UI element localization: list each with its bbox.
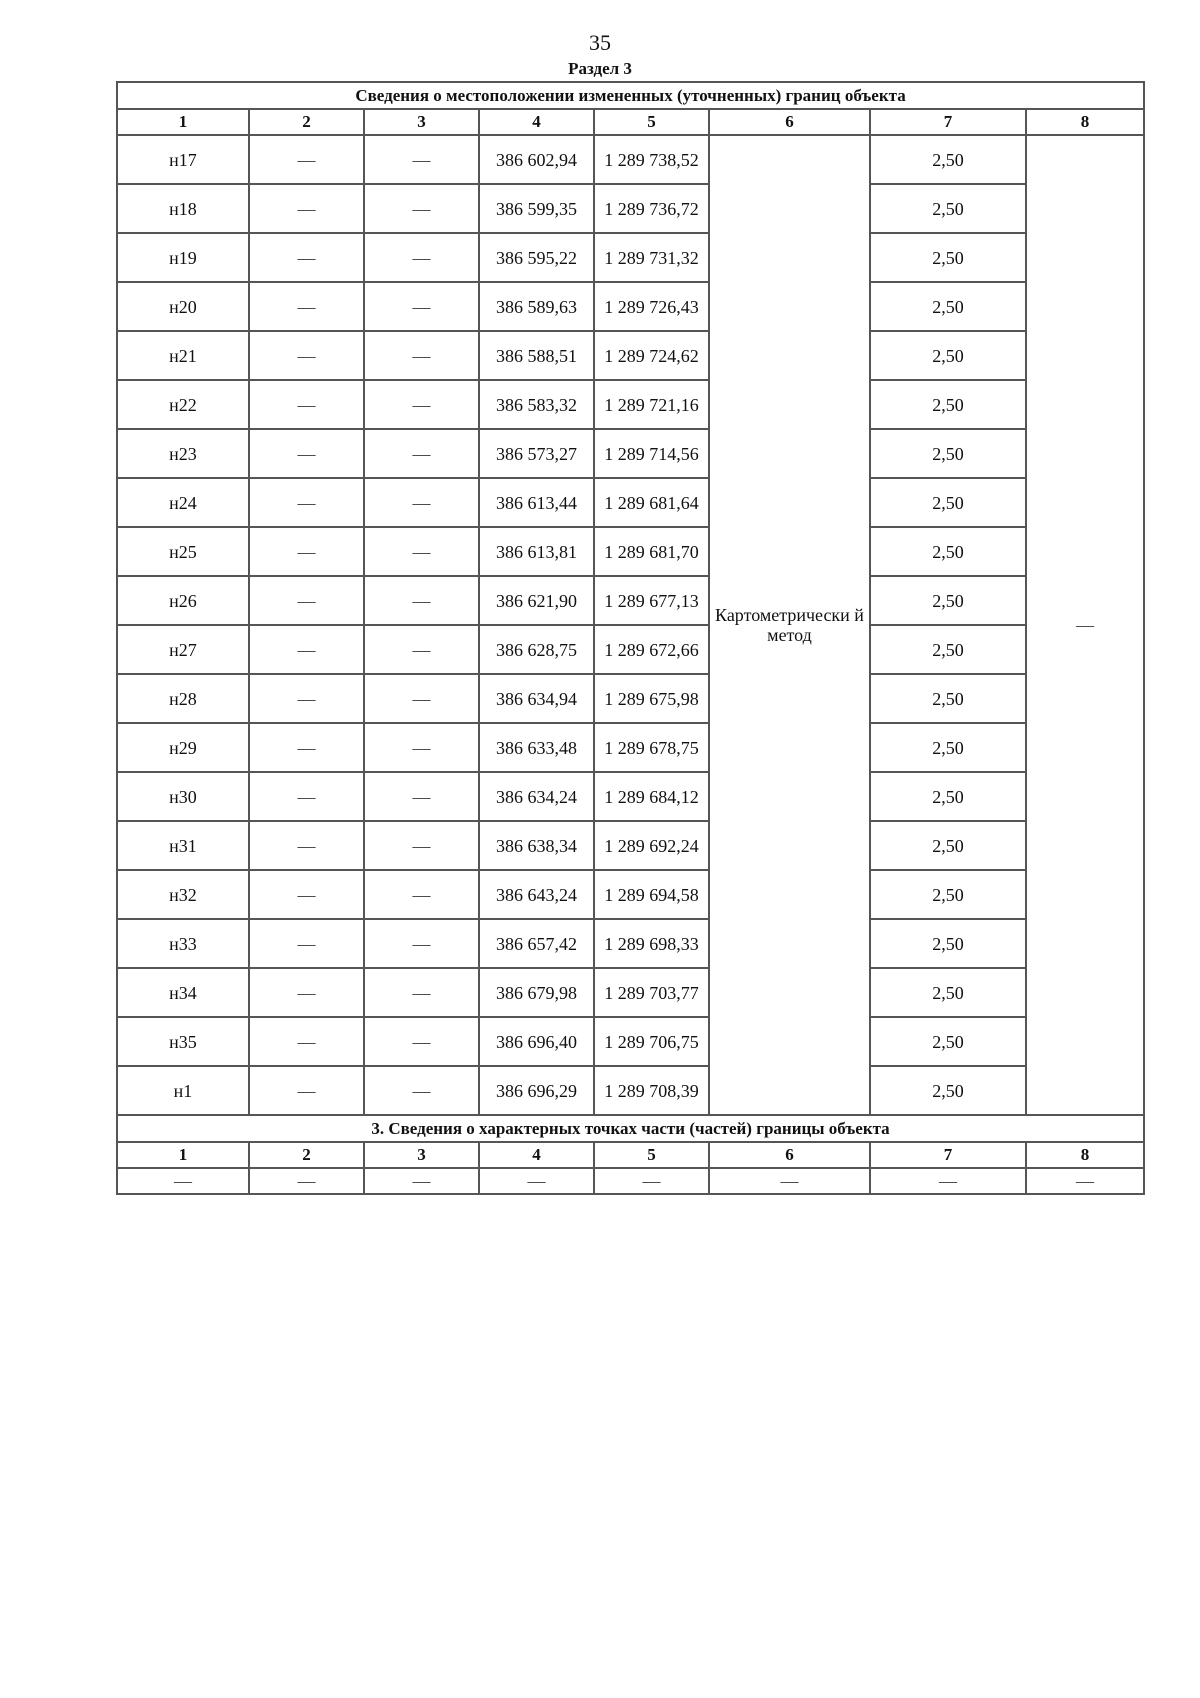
column-3-cell: —	[364, 772, 479, 821]
subsection-empty-cell: —	[594, 1168, 709, 1194]
x-coordinate-cell: 386 589,63	[479, 282, 594, 331]
column-numbers-row	[117, 109, 1144, 135]
column-2-cell: —	[249, 821, 364, 870]
accuracy-cell: 2,50	[870, 625, 1026, 674]
subsection-column-numbers-row	[117, 1142, 1144, 1168]
subsection-empty-cell: —	[709, 1168, 870, 1194]
subsection-empty-cell: —	[1026, 1168, 1144, 1194]
point-name-cell: н34	[117, 968, 249, 1017]
accuracy-cell: 2,50	[870, 821, 1026, 870]
accuracy-cell: 2,50	[870, 184, 1026, 233]
subsection-column-number-1: 1	[117, 1142, 249, 1168]
y-coordinate-cell: 1 289 726,43	[594, 282, 709, 331]
y-coordinate-cell: 1 289 724,62	[594, 331, 709, 380]
point-name-cell: н35	[117, 1017, 249, 1066]
accuracy-cell: 2,50	[870, 723, 1026, 772]
table-row	[117, 135, 1144, 184]
x-coordinate-cell: 386 679,98	[479, 968, 594, 1017]
accuracy-cell: 2,50	[870, 380, 1026, 429]
x-coordinate-cell: 386 634,94	[479, 674, 594, 723]
accuracy-cell: 2,50	[870, 968, 1026, 1017]
column-2-cell: —	[249, 429, 364, 478]
column-3-cell: —	[364, 625, 479, 674]
table-row	[117, 772, 1144, 821]
column-number-1: 1	[117, 109, 249, 135]
column-3-cell: —	[364, 380, 479, 429]
x-coordinate-cell: 386 696,29	[479, 1066, 594, 1115]
table-row	[117, 968, 1144, 1017]
y-coordinate-cell: 1 289 714,56	[594, 429, 709, 478]
accuracy-cell: 2,50	[870, 233, 1026, 282]
table-row	[117, 870, 1144, 919]
column-3-cell: —	[364, 429, 479, 478]
subsection-title: 3. Сведения о характерных точках части (частей) границы объекта	[117, 1115, 1144, 1142]
column-3-cell: —	[364, 576, 479, 625]
y-coordinate-cell: 1 289 692,24	[594, 821, 709, 870]
point-name-cell: н21	[117, 331, 249, 380]
column-3-cell: —	[364, 1017, 479, 1066]
y-coordinate-cell: 1 289 681,70	[594, 527, 709, 576]
column-number-3: 3	[364, 109, 479, 135]
point-name-cell: н33	[117, 919, 249, 968]
column-2-cell: —	[249, 282, 364, 331]
x-coordinate-cell: 386 634,24	[479, 772, 594, 821]
x-coordinate-cell: 386 599,35	[479, 184, 594, 233]
point-name-cell: н25	[117, 527, 249, 576]
column-2-cell: —	[249, 576, 364, 625]
column-2-cell: —	[249, 1017, 364, 1066]
column-2-cell: —	[249, 527, 364, 576]
column-2-cell: —	[249, 625, 364, 674]
column-3-cell: —	[364, 184, 479, 233]
table-row	[117, 184, 1144, 233]
x-coordinate-cell: 386 633,48	[479, 723, 594, 772]
table-row	[117, 478, 1144, 527]
x-coordinate-cell: 386 657,42	[479, 919, 594, 968]
point-name-cell: н30	[117, 772, 249, 821]
point-name-cell: н18	[117, 184, 249, 233]
accuracy-cell: 2,50	[870, 674, 1026, 723]
x-coordinate-cell: 386 696,40	[479, 1017, 594, 1066]
x-coordinate-cell: 386 583,32	[479, 380, 594, 429]
table-row	[117, 233, 1144, 282]
y-coordinate-cell: 1 289 684,12	[594, 772, 709, 821]
y-coordinate-cell: 1 289 698,33	[594, 919, 709, 968]
x-coordinate-cell: 386 573,27	[479, 429, 594, 478]
column-2-cell: —	[249, 919, 364, 968]
table-row	[117, 282, 1144, 331]
subsection-column-number-8: 8	[1026, 1142, 1144, 1168]
table-title: Сведения о местоположении измененных (уточненных) границ объекта	[117, 82, 1144, 109]
y-coordinate-cell: 1 289 703,77	[594, 968, 709, 1017]
y-coordinate-cell: 1 289 731,32	[594, 233, 709, 282]
y-coordinate-cell: 1 289 721,16	[594, 380, 709, 429]
table-row	[117, 674, 1144, 723]
table-row	[117, 331, 1144, 380]
point-name-cell: н27	[117, 625, 249, 674]
column-3-cell: —	[364, 919, 479, 968]
column-2-cell: —	[249, 870, 364, 919]
column-3-cell: —	[364, 478, 479, 527]
x-coordinate-cell: 386 643,24	[479, 870, 594, 919]
subsection-empty-cell: —	[364, 1168, 479, 1194]
y-coordinate-cell: 1 289 675,98	[594, 674, 709, 723]
subsection-empty-cell: —	[117, 1168, 249, 1194]
column-3-cell: —	[364, 1066, 479, 1115]
column-3-cell: —	[364, 723, 479, 772]
column-number-8: 8	[1026, 109, 1144, 135]
y-coordinate-cell: 1 289 694,58	[594, 870, 709, 919]
accuracy-cell: 2,50	[870, 429, 1026, 478]
x-coordinate-cell: 386 588,51	[479, 331, 594, 380]
point-name-cell: н19	[117, 233, 249, 282]
accuracy-cell: 2,50	[870, 772, 1026, 821]
column-number-6: 6	[709, 109, 870, 135]
column-2-cell: —	[249, 135, 364, 184]
x-coordinate-cell: 386 613,44	[479, 478, 594, 527]
point-name-cell: н31	[117, 821, 249, 870]
column-8-cell: —	[1026, 135, 1144, 1115]
subsection-column-number-6: 6	[709, 1142, 870, 1168]
table-row	[117, 1017, 1144, 1066]
point-name-cell: н17	[117, 135, 249, 184]
accuracy-cell: 2,50	[870, 135, 1026, 184]
subsection-empty-cell: —	[249, 1168, 364, 1194]
table-row	[117, 1066, 1144, 1115]
subsection-column-number-4: 4	[479, 1142, 594, 1168]
column-2-cell: —	[249, 1066, 364, 1115]
accuracy-cell: 2,50	[870, 331, 1026, 380]
column-3-cell: —	[364, 674, 479, 723]
subsection-title-row	[117, 1115, 1144, 1142]
accuracy-cell: 2,50	[870, 282, 1026, 331]
table-title-row	[117, 82, 1144, 109]
column-2-cell: —	[249, 184, 364, 233]
column-2-cell: —	[249, 723, 364, 772]
point-name-cell: н20	[117, 282, 249, 331]
point-name-cell: н28	[117, 674, 249, 723]
column-number-5: 5	[594, 109, 709, 135]
y-coordinate-cell: 1 289 677,13	[594, 576, 709, 625]
column-number-4: 4	[479, 109, 594, 135]
point-name-cell: н29	[117, 723, 249, 772]
accuracy-cell: 2,50	[870, 576, 1026, 625]
accuracy-cell: 2,50	[870, 870, 1026, 919]
subsection-empty-cell: —	[870, 1168, 1026, 1194]
point-name-cell: н22	[117, 380, 249, 429]
point-name-cell: н26	[117, 576, 249, 625]
subsection-empty-cell: —	[479, 1168, 594, 1194]
x-coordinate-cell: 386 602,94	[479, 135, 594, 184]
y-coordinate-cell: 1 289 736,72	[594, 184, 709, 233]
column-3-cell: —	[364, 870, 479, 919]
subsection-column-number-3: 3	[364, 1142, 479, 1168]
subsection-empty-row	[117, 1168, 1144, 1194]
x-coordinate-cell: 386 628,75	[479, 625, 594, 674]
subsection-column-number-7: 7	[870, 1142, 1026, 1168]
column-number-7: 7	[870, 109, 1026, 135]
column-3-cell: —	[364, 135, 479, 184]
column-2-cell: —	[249, 478, 364, 527]
accuracy-cell: 2,50	[870, 1066, 1026, 1115]
column-2-cell: —	[249, 331, 364, 380]
table-row	[117, 919, 1144, 968]
accuracy-cell: 2,50	[870, 527, 1026, 576]
y-coordinate-cell: 1 289 708,39	[594, 1066, 709, 1115]
y-coordinate-cell: 1 289 681,64	[594, 478, 709, 527]
x-coordinate-cell: 386 595,22	[479, 233, 594, 282]
column-3-cell: —	[364, 968, 479, 1017]
column-2-cell: —	[249, 233, 364, 282]
table-row	[117, 821, 1144, 870]
column-2-cell: —	[249, 380, 364, 429]
method-cell: Картометрически й метод	[709, 135, 870, 1115]
y-coordinate-cell: 1 289 738,52	[594, 135, 709, 184]
accuracy-cell: 2,50	[870, 478, 1026, 527]
column-2-cell: —	[249, 968, 364, 1017]
column-3-cell: —	[364, 527, 479, 576]
accuracy-cell: 2,50	[870, 919, 1026, 968]
table-row	[117, 723, 1144, 772]
y-coordinate-cell: 1 289 706,75	[594, 1017, 709, 1066]
table-row	[117, 527, 1144, 576]
column-3-cell: —	[364, 331, 479, 380]
x-coordinate-cell: 386 621,90	[479, 576, 594, 625]
accuracy-cell: 2,50	[870, 1017, 1026, 1066]
x-coordinate-cell: 386 613,81	[479, 527, 594, 576]
point-name-cell: н32	[117, 870, 249, 919]
column-number-2: 2	[249, 109, 364, 135]
column-2-cell: —	[249, 674, 364, 723]
boundary-table	[116, 81, 1145, 1195]
column-3-cell: —	[364, 821, 479, 870]
point-name-cell: н23	[117, 429, 249, 478]
point-name-cell: н24	[117, 478, 249, 527]
table-row	[117, 576, 1144, 625]
column-2-cell: —	[249, 772, 364, 821]
subsection-column-number-2: 2	[249, 1142, 364, 1168]
column-3-cell: —	[364, 233, 479, 282]
x-coordinate-cell: 386 638,34	[479, 821, 594, 870]
table-row	[117, 429, 1144, 478]
point-name-cell: н1	[117, 1066, 249, 1115]
section-title: Раздел 3	[568, 59, 632, 78]
y-coordinate-cell: 1 289 678,75	[594, 723, 709, 772]
subsection-column-number-5: 5	[594, 1142, 709, 1168]
y-coordinate-cell: 1 289 672,66	[594, 625, 709, 674]
table-row	[117, 625, 1144, 674]
column-3-cell: —	[364, 282, 479, 331]
page-number: 35	[589, 30, 611, 55]
table-row	[117, 380, 1144, 429]
